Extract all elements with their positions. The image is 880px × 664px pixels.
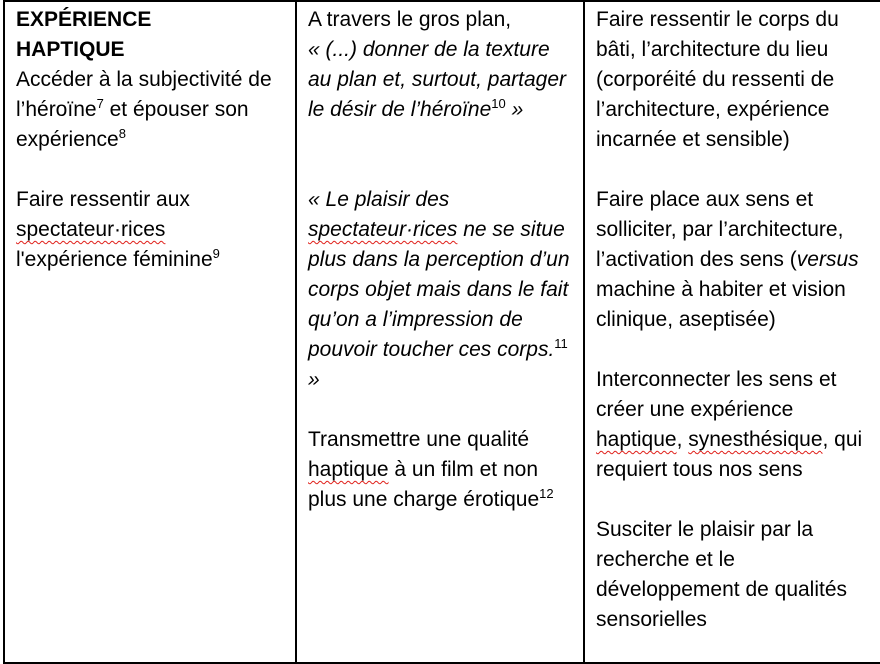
text: Transmettre une qualité: [308, 428, 530, 451]
text: Faire place aux sens et solliciter, par l’architecture, l’activation des sens (: [596, 188, 844, 271]
comparison-table: [3, 0, 880, 664]
text: Accéder à la subjectivité de l’héroïne: [16, 68, 272, 121]
spellcheck-word: synesthésique: [688, 428, 823, 451]
text: à un film et non plus une charge érotique: [308, 458, 540, 511]
quote-text: « Le plaisir des: [308, 188, 450, 211]
paragraph-feminine-experience: [16, 185, 285, 275]
paragraph-built-body: Faire ressentir le corps du bâti, l’architecture du lieu (corporéité du ressenti de l’architecture, expérience incarnée et sensible): [596, 8, 839, 151]
cell-column-3: [584, 1, 880, 663]
footnote-9: 9: [212, 246, 220, 261]
cell-column-1: [4, 1, 296, 663]
spellcheck-word: spectateur·rices: [308, 218, 458, 241]
text: A travers le gros plan,: [308, 8, 512, 31]
text: Faire ressentir aux: [16, 188, 190, 211]
quote-text: « (...) donner de la texture au plan et, surtout, partager le désir de l’héroïne: [308, 38, 566, 121]
footnote-7: 7: [96, 96, 104, 111]
paragraph-subjectivity: [16, 65, 285, 155]
spellcheck-word: haptique: [308, 458, 389, 481]
paragraph-haptic-quality: [308, 425, 573, 515]
text: l'expérience féminine: [16, 248, 213, 271]
italic-word: versus: [796, 248, 859, 271]
footnote-12: 12: [539, 486, 554, 501]
text: ,: [676, 428, 689, 451]
paragraph-close-up: [308, 5, 573, 125]
footnote-11: 11: [554, 336, 568, 351]
text: et épouser son expérience: [16, 98, 249, 151]
spellcheck-word: haptique: [596, 428, 677, 451]
paragraph-pleasure-research: Susciter le plaisir par la recherche et le développement de qualités sensorielles: [596, 518, 848, 631]
quote-text: ne se situe plus dans la perception d’un corps objet mais dans le fait qu’on a l’impression de pouvoir toucher ces corps.: [308, 218, 570, 361]
footnote-10: 10: [491, 96, 506, 111]
cell-column-2: [296, 1, 584, 663]
footnote-8: 8: [118, 126, 126, 141]
heading-line-1: EXPÉRIENCE: [16, 8, 152, 31]
quote-end: »: [505, 98, 524, 121]
quote-end: »: [308, 368, 320, 391]
text: Interconnecter les sens et créer une expérience: [596, 368, 837, 421]
text: , qui requiert tous nos sens: [596, 428, 863, 481]
spellcheck-word: spectateur·rices: [16, 218, 166, 241]
heading-line-2: HAPTIQUE: [16, 38, 125, 61]
paragraph-senses: [596, 185, 872, 335]
paragraph-interconnect: [596, 365, 872, 485]
paragraph-pleasure-quote: [308, 185, 573, 395]
cell-heading: [16, 5, 285, 65]
text: machine à habiter et vision clinique, aseptisée): [596, 278, 846, 331]
table-row: [4, 1, 880, 663]
